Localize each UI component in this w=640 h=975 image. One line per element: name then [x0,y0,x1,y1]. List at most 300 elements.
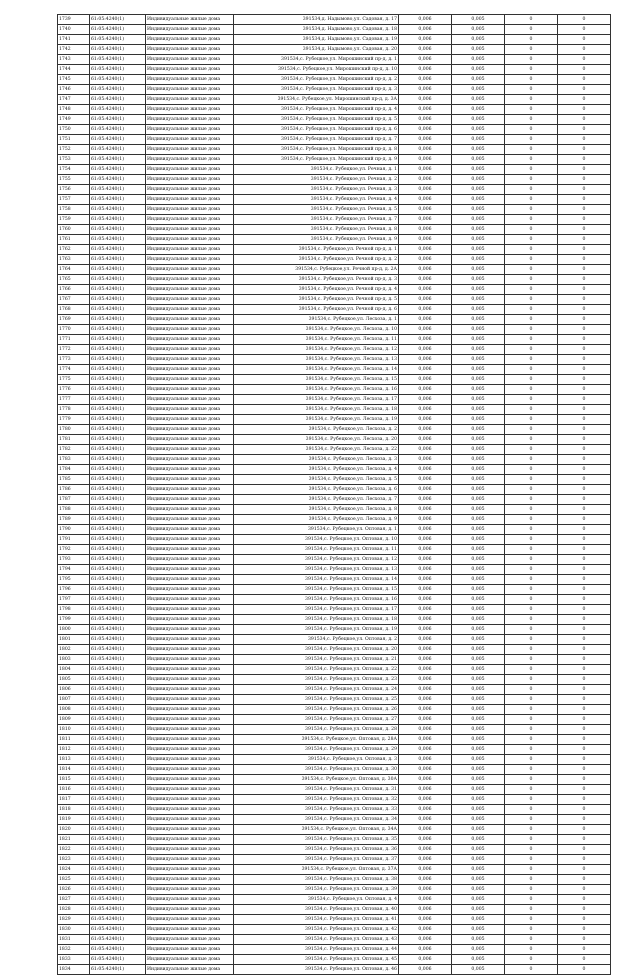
building-type-cell: Индивидуальные жилые дома [146,865,234,875]
value-4-cell: 0 [558,235,611,245]
value-2-cell: 0,005 [452,615,505,625]
value-4-cell: 0 [558,455,611,465]
value-1-cell: 0,006 [399,515,452,525]
value-2-cell: 0,005 [452,795,505,805]
value-2-cell: 0,005 [452,275,505,285]
row-number-cell: 1826 [58,885,90,895]
value-3-cell: 0 [505,165,558,175]
building-type-cell: Индивидуальные жилые дома [146,915,234,925]
value-1-cell: 0,006 [399,185,452,195]
value-4-cell: 0 [558,345,611,355]
table-row [58,805,611,815]
value-2-cell: 0,005 [452,55,505,65]
value-4-cell: 0 [558,535,611,545]
value-3-cell: 0 [505,75,558,85]
row-number-cell: 1806 [58,685,90,695]
table-row [58,465,611,475]
code-cell: 61:05:4240(1) [90,955,146,965]
table-row [58,915,611,925]
address-cell: 391534,д. Надымово,ул. Садовая, д. 18 [234,25,399,35]
address-cell: 391534,с. Рубецкое,ул. Оптовая, д. 23 [234,675,399,685]
table-row [58,935,611,945]
value-1-cell: 0,006 [399,355,452,365]
building-type-cell: Индивидуальные жилые дома [146,545,234,555]
value-3-cell: 0 [505,375,558,385]
address-cell: 391534,с. Рубецкое,ул. Лесхоза, д. 4 [234,465,399,475]
value-4-cell: 0 [558,55,611,65]
table-row [58,425,611,435]
building-type-cell: Индивидуальные жилые дома [146,825,234,835]
value-1-cell: 0,006 [399,465,452,475]
value-4-cell: 0 [558,385,611,395]
table-row [58,345,611,355]
value-2-cell: 0,005 [452,545,505,555]
value-3-cell: 0 [505,605,558,615]
value-1-cell: 0,006 [399,595,452,605]
value-3-cell: 0 [505,95,558,105]
row-number-cell: 1769 [58,315,90,325]
value-2-cell: 0,005 [452,685,505,695]
value-3-cell: 0 [505,705,558,715]
code-cell: 61:05:4240(1) [90,75,146,85]
value-3-cell: 0 [505,255,558,265]
building-type-cell: Индивидуальные жилые дома [146,535,234,545]
building-type-cell: Индивидуальные жилые дома [146,265,234,275]
table-row [58,515,611,525]
value-3-cell: 0 [505,505,558,515]
code-cell: 61:05:4240(1) [90,385,146,395]
value-4-cell: 0 [558,145,611,155]
address-cell: 391534,с. Рубецкое,ул. Оптовая, д. 22 [234,665,399,675]
row-number-cell: 1773 [58,355,90,365]
value-4-cell: 0 [558,685,611,695]
table-row [58,565,611,575]
code-cell: 61:05:4240(1) [90,335,146,345]
building-type-cell: Индивидуальные жилые дома [146,855,234,865]
value-2-cell: 0,005 [452,105,505,115]
value-2-cell: 0,005 [452,385,505,395]
value-2-cell: 0,005 [452,905,505,915]
value-2-cell: 0,005 [452,165,505,175]
table-row [58,955,611,965]
value-4-cell: 0 [558,115,611,125]
value-4-cell: 0 [558,605,611,615]
code-cell: 61:05:4240(1) [90,15,146,25]
code-cell: 61:05:4240(1) [90,135,146,145]
code-cell: 61:05:4240(1) [90,625,146,635]
code-cell: 61:05:4240(1) [90,655,146,665]
code-cell: 61:05:4240(1) [90,85,146,95]
address-cell: 391534,с. Рубецкое,ул. Речной пр-д, д. 2 [234,255,399,265]
value-3-cell: 0 [505,115,558,125]
address-cell: 391534,с. Рубецкое,ул. Лесхоза, д. 11 [234,335,399,345]
value-4-cell: 0 [558,705,611,715]
code-cell: 61:05:4240(1) [90,605,146,615]
building-type-cell: Индивидуальные жилые дома [146,315,234,325]
value-2-cell: 0,005 [452,715,505,725]
value-3-cell: 0 [505,775,558,785]
row-number-cell: 1829 [58,915,90,925]
value-1-cell: 0,006 [399,865,452,875]
value-3-cell: 0 [505,785,558,795]
building-type-cell: Индивидуальные жилые дома [146,805,234,815]
value-4-cell: 0 [558,825,611,835]
building-type-cell: Индивидуальные жилые дома [146,615,234,625]
table-row [58,25,611,35]
address-cell: 391534,с. Рубецкое,ул. Речная, д. 5 [234,205,399,215]
value-1-cell: 0,006 [399,125,452,135]
row-number-cell: 1771 [58,335,90,345]
value-3-cell: 0 [505,825,558,835]
value-1-cell: 0,006 [399,85,452,95]
building-type-cell: Индивидуальные жилые дома [146,735,234,745]
value-4-cell: 0 [558,195,611,205]
row-number-cell: 1782 [58,445,90,455]
value-4-cell: 0 [558,315,611,325]
row-number-cell: 1776 [58,385,90,395]
address-cell: 391534,д. Надымово,ул. Садовая, д. 17 [234,15,399,25]
address-cell: 391534,с. Рубецкое,ул. Мирошинский пр-д, д. 9 [234,155,399,165]
value-4-cell: 0 [558,665,611,675]
value-3-cell: 0 [505,105,558,115]
table-row [58,625,611,635]
value-4-cell: 0 [558,895,611,905]
code-cell: 61:05:4240(1) [90,865,146,875]
address-cell: 391534,с. Рубецкое,ул. Мирошинский пр-д, д. 7 [234,135,399,145]
code-cell: 61:05:4240(1) [90,425,146,435]
value-1-cell: 0,006 [399,825,452,835]
code-cell: 61:05:4240(1) [90,505,146,515]
row-number-cell: 1821 [58,835,90,845]
code-cell: 61:05:4240(1) [90,65,146,75]
value-1-cell: 0,006 [399,635,452,645]
address-cell: 391534,с. Рубецкое,ул. Речная, д. 9 [234,235,399,245]
value-3-cell: 0 [505,65,558,75]
address-cell: 391534,с. Рубецкое,ул. Речной пр-д, д. 1 [234,245,399,255]
value-3-cell: 0 [505,485,558,495]
value-3-cell: 0 [505,235,558,245]
value-3-cell: 0 [505,865,558,875]
address-cell: 391534,с. Рубецкое,ул. Мирошинский пр-д, д. 1 [234,55,399,65]
address-cell: 391534,с. Рубецкое,ул. Лесхоза, д. 13 [234,355,399,365]
row-number-cell: 1818 [58,805,90,815]
value-3-cell: 0 [505,835,558,845]
building-type-cell: Индивидуальные жилые дома [146,885,234,895]
code-cell: 61:05:4240(1) [90,965,146,975]
code-cell: 61:05:4240(1) [90,555,146,565]
value-4-cell: 0 [558,295,611,305]
value-1-cell: 0,006 [399,905,452,915]
table-row [58,885,611,895]
table-row [58,45,611,55]
building-type-cell: Индивидуальные жилые дома [146,525,234,535]
code-cell: 61:05:4240(1) [90,915,146,925]
code-cell: 61:05:4240(1) [90,465,146,475]
address-cell: 391534,с. Рубецкое,ул. Оптовая, д. 31 [234,785,399,795]
address-cell: 391534,с. Рубецкое,ул. Оптовая, д. 15 [234,585,399,595]
row-number-cell: 1791 [58,535,90,545]
table-body [58,15,611,975]
value-2-cell: 0,005 [452,415,505,425]
address-cell: 391534,с. Рубецкое,ул. Оптовая, д. 19 [234,625,399,635]
row-number-cell: 1778 [58,405,90,415]
table-row [58,695,611,705]
building-type-cell: Индивидуальные жилые дома [146,945,234,955]
address-cell: 391534,с. Рубецкое,ул. Мирошинский пр-д, д. 2 [234,75,399,85]
value-4-cell: 0 [558,555,611,565]
address-cell: 391534,с. Рубецкое,ул. Оптовая, д. 1 [234,525,399,535]
building-type-cell: Индивидуальные жилые дома [146,355,234,365]
building-type-cell: Индивидуальные жилые дома [146,695,234,705]
value-1-cell: 0,006 [399,405,452,415]
row-number-cell: 1775 [58,375,90,385]
value-4-cell: 0 [558,255,611,265]
code-cell: 61:05:4240(1) [90,415,146,425]
address-cell: 391534,с. Рубецкое,ул. Речная, д. 2 [234,175,399,185]
table-row [58,655,611,665]
value-2-cell: 0,005 [452,865,505,875]
code-cell: 61:05:4240(1) [90,765,146,775]
code-cell: 61:05:4240(1) [90,275,146,285]
value-1-cell: 0,006 [399,475,452,485]
address-cell: 391534,с. Рубецкое,ул. Лесхоза, д. 7 [234,495,399,505]
building-type-cell: Индивидуальные жилые дома [146,125,234,135]
row-number-cell: 1781 [58,435,90,445]
code-cell: 61:05:4240(1) [90,615,146,625]
value-4-cell: 0 [558,35,611,45]
building-type-cell: Индивидуальные жилые дома [146,475,234,485]
value-4-cell: 0 [558,435,611,445]
value-4-cell: 0 [558,545,611,555]
address-cell: 391534,с. Рубецкое,ул. Оптовая, д. 20 [234,645,399,655]
row-number-cell: 1795 [58,575,90,585]
value-4-cell: 0 [558,595,611,605]
value-4-cell: 0 [558,695,611,705]
building-type-cell: Индивидуальные жилые дома [146,365,234,375]
value-4-cell: 0 [558,95,611,105]
code-cell: 61:05:4240(1) [90,755,146,765]
value-2-cell: 0,005 [452,115,505,125]
value-1-cell: 0,006 [399,605,452,615]
row-number-cell: 1759 [58,215,90,225]
value-2-cell: 0,005 [452,935,505,945]
building-type-cell: Индивидуальные жилые дома [146,165,234,175]
code-cell: 61:05:4240(1) [90,685,146,695]
value-2-cell: 0,005 [452,735,505,745]
address-cell: 391534,с. Рубецкое,ул. Оптовая, д. 46 [234,965,399,975]
table-row [58,105,611,115]
building-type-cell: Индивидуальные жилые дома [146,305,234,315]
value-1-cell: 0,006 [399,105,452,115]
value-1-cell: 0,006 [399,195,452,205]
address-cell: 391534,с. Рубецкое,ул. Лесхоза, д. 19 [234,415,399,425]
row-number-cell: 1814 [58,765,90,775]
address-cell: 391534,с. Рубецкое,ул. Оптовая, д. 35 [234,835,399,845]
table-row [58,795,611,805]
value-2-cell: 0,005 [452,125,505,135]
building-type-cell: Индивидуальные жилые дома [146,415,234,425]
building-type-cell: Индивидуальные жилые дома [146,935,234,945]
building-type-cell: Индивидуальные жилые дома [146,115,234,125]
value-1-cell: 0,006 [399,315,452,325]
value-3-cell: 0 [505,345,558,355]
row-number-cell: 1825 [58,875,90,885]
value-2-cell: 0,005 [452,575,505,585]
value-3-cell: 0 [505,935,558,945]
table-row [58,405,611,415]
value-3-cell: 0 [505,925,558,935]
value-4-cell: 0 [558,955,611,965]
value-1-cell: 0,006 [399,835,452,845]
address-cell: 391534,с. Рубецкое,ул. Лесхоза, д. 17 [234,395,399,405]
value-3-cell: 0 [505,885,558,895]
value-4-cell: 0 [558,585,611,595]
value-1-cell: 0,006 [399,955,452,965]
row-number-cell: 1751 [58,135,90,145]
value-1-cell: 0,006 [399,225,452,235]
row-number-cell: 1745 [58,75,90,85]
value-4-cell: 0 [558,225,611,235]
table-row [58,35,611,45]
value-1-cell: 0,006 [399,235,452,245]
table-row [58,235,611,245]
code-cell: 61:05:4240(1) [90,565,146,575]
value-3-cell: 0 [505,365,558,375]
building-type-cell: Индивидуальные жилые дома [146,455,234,465]
value-1-cell: 0,006 [399,645,452,655]
value-1-cell: 0,006 [399,245,452,255]
value-2-cell: 0,005 [452,805,505,815]
value-4-cell: 0 [558,15,611,25]
code-cell: 61:05:4240(1) [90,665,146,675]
building-type-cell: Индивидуальные жилые дома [146,775,234,785]
row-number-cell: 1754 [58,165,90,175]
table-row [58,145,611,155]
code-cell: 61:05:4240(1) [90,265,146,275]
row-number-cell: 1744 [58,65,90,75]
row-number-cell: 1820 [58,825,90,835]
row-number-cell: 1822 [58,845,90,855]
row-number-cell: 1756 [58,185,90,195]
table-row [58,215,611,225]
value-3-cell: 0 [505,675,558,685]
table-row [58,835,611,845]
value-2-cell: 0,005 [452,965,505,975]
table-row [58,715,611,725]
row-number-cell: 1741 [58,35,90,45]
address-cell: 391534,с. Рубецкое,ул. Лесхоза, д. 15 [234,375,399,385]
value-4-cell: 0 [558,815,611,825]
table-row [58,315,611,325]
value-1-cell: 0,006 [399,175,452,185]
building-type-cell: Индивидуальные жилые дома [146,55,234,65]
code-cell: 61:05:4240(1) [90,285,146,295]
value-1-cell: 0,006 [399,145,452,155]
code-cell: 61:05:4240(1) [90,185,146,195]
building-type-cell: Индивидуальные жилые дома [146,745,234,755]
value-3-cell: 0 [505,515,558,525]
value-2-cell: 0,005 [452,155,505,165]
code-cell: 61:05:4240(1) [90,95,146,105]
code-cell: 61:05:4240(1) [90,855,146,865]
building-type-cell: Индивидуальные жилые дома [146,205,234,215]
building-type-cell: Индивидуальные жилые дома [146,325,234,335]
address-cell: 391534,с. Рубецкое,ул. Оптовая, д. 28 [234,725,399,735]
value-3-cell: 0 [505,135,558,145]
address-cell: 391534,с. Рубецкое,ул. Мирошинский пр-д, д. 8 [234,145,399,155]
value-3-cell: 0 [505,225,558,235]
table-row [58,875,611,885]
value-4-cell: 0 [558,185,611,195]
value-3-cell: 0 [505,25,558,35]
value-1-cell: 0,006 [399,135,452,145]
value-3-cell: 0 [505,425,558,435]
code-cell: 61:05:4240(1) [90,145,146,155]
code-cell: 61:05:4240(1) [90,255,146,265]
address-cell: 391534,с. Рубецкое,ул. Оптовая, д. 4 [234,895,399,905]
code-cell: 61:05:4240(1) [90,925,146,935]
code-cell: 61:05:4240(1) [90,735,146,745]
address-cell: 391534,с. Рубецкое,ул. Оптовая, д. 17 [234,605,399,615]
value-4-cell: 0 [558,415,611,425]
code-cell: 61:05:4240(1) [90,115,146,125]
row-number-cell: 1805 [58,675,90,685]
value-4-cell: 0 [558,725,611,735]
value-3-cell: 0 [505,695,558,705]
building-type-cell: Индивидуальные жилые дома [146,645,234,655]
code-cell: 61:05:4240(1) [90,885,146,895]
value-1-cell: 0,006 [399,215,452,225]
value-1-cell: 0,006 [399,45,452,55]
address-cell: 391534,с. Рубецкое,ул. Лесхоза, д. 16 [234,385,399,395]
value-2-cell: 0,005 [452,815,505,825]
table-row [58,635,611,645]
value-2-cell: 0,005 [452,555,505,565]
value-1-cell: 0,006 [399,485,452,495]
building-type-cell: Индивидуальные жилые дома [146,335,234,345]
value-2-cell: 0,005 [452,355,505,365]
row-number-cell: 1832 [58,945,90,955]
value-3-cell: 0 [505,315,558,325]
address-cell: 391534,с. Рубецкое,ул. Мирошинский пр-д, д. 3А [234,95,399,105]
building-type-cell: Индивидуальные жилые дома [146,725,234,735]
value-2-cell: 0,005 [452,135,505,145]
address-cell: 391534,с. Рубецкое,ул. Оптовая, д. 37 [234,855,399,865]
row-number-cell: 1802 [58,645,90,655]
row-number-cell: 1830 [58,925,90,935]
address-cell: 391534,с. Рубецкое,ул. Речной пр-д, д. 5 [234,295,399,305]
value-2-cell: 0,005 [452,835,505,845]
value-1-cell: 0,006 [399,335,452,345]
code-cell: 61:05:4240(1) [90,325,146,335]
value-2-cell: 0,005 [452,675,505,685]
row-number-cell: 1768 [58,305,90,315]
value-4-cell: 0 [558,745,611,755]
table-row [58,495,611,505]
value-3-cell: 0 [505,405,558,415]
table-row [58,305,611,315]
value-1-cell: 0,006 [399,805,452,815]
row-number-cell: 1819 [58,815,90,825]
building-type-cell: Индивидуальные жилые дома [146,285,234,295]
value-2-cell: 0,005 [452,775,505,785]
value-2-cell: 0,005 [452,365,505,375]
value-2-cell: 0,005 [452,495,505,505]
building-type-cell: Индивидуальные жилые дома [146,785,234,795]
value-2-cell: 0,005 [452,515,505,525]
value-1-cell: 0,006 [399,495,452,505]
value-2-cell: 0,005 [452,305,505,315]
